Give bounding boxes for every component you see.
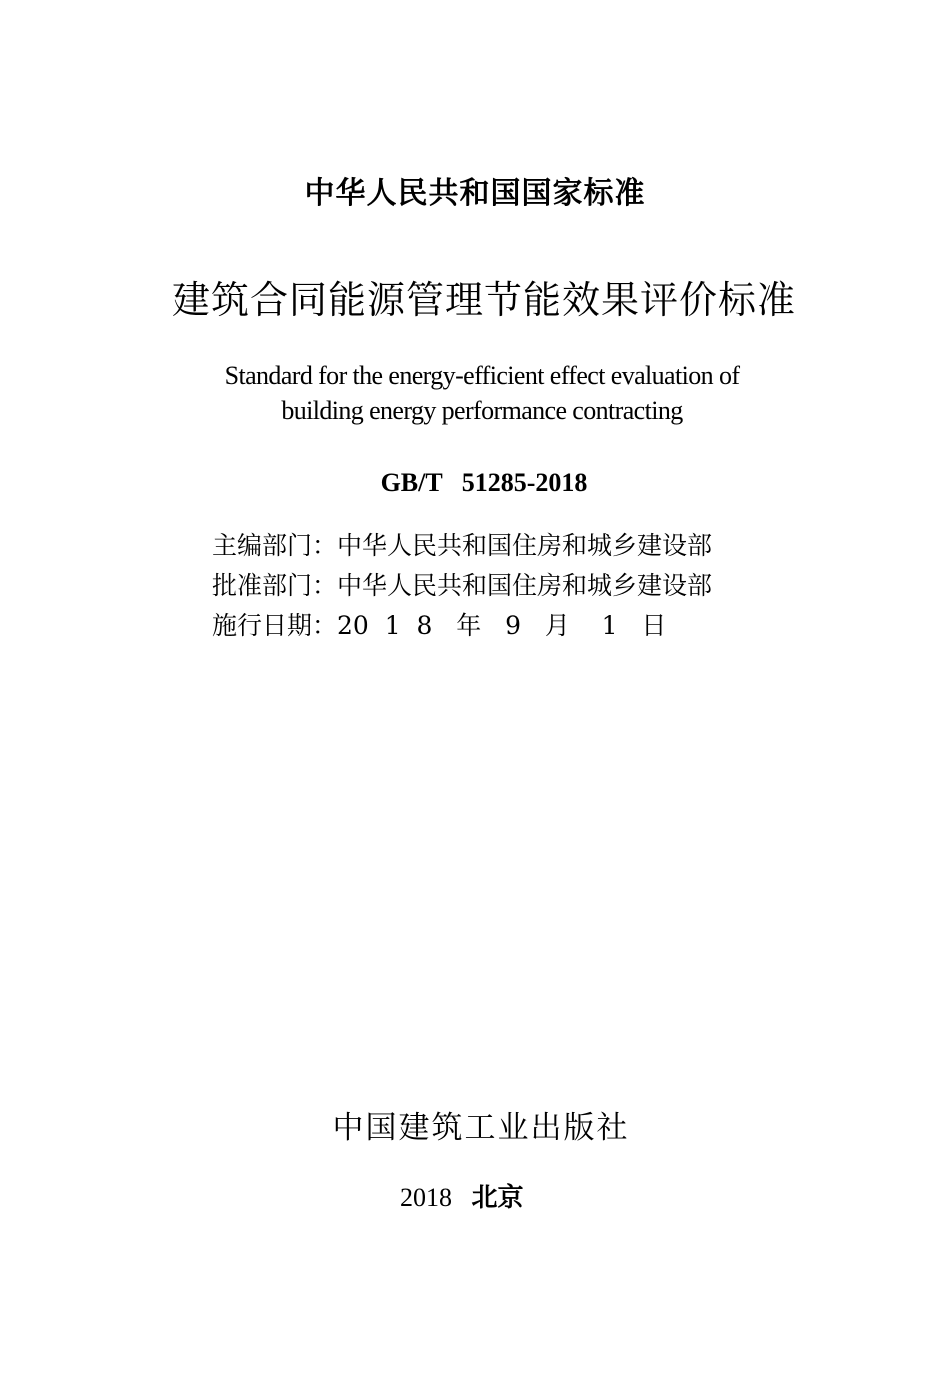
approving-department: 批准部门：中华人民共和国住房和城乡建设部: [212, 571, 713, 600]
chief-editor-department: 主编部门：中华人民共和国住房和城乡建设部: [212, 531, 713, 560]
standard-code: GB/T 51285-2018: [380, 468, 588, 497]
implementation-date: 施行日期：20 1 8 年 9 月 1 日: [212, 611, 667, 640]
title-en-line-2: building energy performance contracting: [281, 396, 683, 425]
publication-year-and-city: [400, 1181, 530, 1215]
standard-title-chinese: 建筑合同能源管理节能效果评价标准: [171, 278, 796, 322]
publication-city: 北京: [471, 1183, 524, 1212]
publication-year: 2018: [400, 1183, 452, 1212]
standard-title-english: [0, 358, 950, 428]
national-standard-label: 中华人民共和国国家标准: [304, 176, 646, 211]
publisher-name: 中国建筑工业出版社: [332, 1110, 630, 1146]
title-en-line-1: Standard for the energy-efficient effect evaluation of: [224, 361, 740, 390]
